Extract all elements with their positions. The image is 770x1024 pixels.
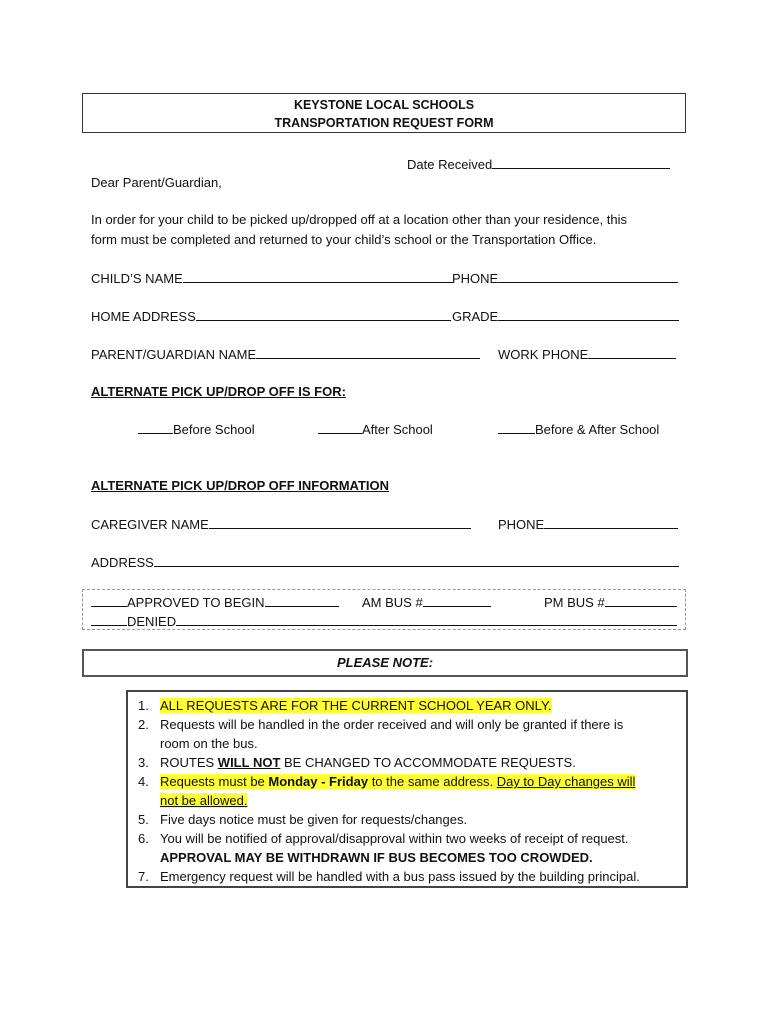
home-address-field[interactable] [196,308,451,321]
school-name: KEYSTONE LOCAL SCHOOLS [293,98,475,112]
before-school-label: Before School [173,422,255,437]
note-2-text-b: room on the bus. [160,736,258,751]
child-name-row [91,270,453,286]
phone-field[interactable] [498,270,678,283]
home-address-row [91,308,451,324]
grade-label: GRADE [452,309,499,324]
note-5-text: Five days notice must be given for requests/changes. [160,812,468,827]
monday-friday-emphasis: Monday - Friday [268,774,369,789]
note-2-text-a: Requests will be handled in the order received and will only be granted if there is [160,717,624,732]
caregiver-address-field[interactable] [154,554,679,567]
date-received-row [407,156,670,172]
note-2: 2. Requests will be handled in the order received and will only be granted if there is [138,717,624,732]
intro-line-1: In order for your child to be picked up/dropped off at a location other than your residence, this [91,212,627,227]
note-5: 5. Five days notice must be given for requests/changes. [138,812,468,827]
am-bus-label: AM BUS # [362,595,423,610]
note-1-text: ALL REQUESTS ARE FOR THE CURRENT SCHOOL YEAR ONLY. [160,698,552,713]
pm-bus-row [544,594,677,610]
caregiver-phone-row [498,516,678,532]
caregiver-name-row [91,516,471,532]
option-after-school[interactable] [318,421,433,437]
alt-info-heading: ALTERNATE PICK UP/DROP OFF INFORMATION [91,478,390,493]
note-7: 7. Emergency request will be handled with a bus pass issued by the building principal. [138,869,640,884]
alt-for-heading: ALTERNATE PICK UP/DROP OFF IS FOR: [91,384,346,399]
grade-field[interactable] [498,308,679,321]
denied-row [91,613,677,629]
grade-row [452,308,679,324]
work-phone-field[interactable] [588,346,676,359]
am-bus-field[interactable] [423,594,491,607]
pm-bus-field[interactable] [605,594,677,607]
after-school-blank[interactable] [318,421,362,434]
work-phone-label: WORK PHONE [498,347,589,362]
approved-date-field[interactable] [265,594,339,607]
denied-label: DENIED [127,614,177,629]
parent-name-field[interactable] [256,346,480,359]
denied-reason-field[interactable] [176,613,677,626]
please-note-label: PLEASE NOTE: [336,655,434,670]
before-after-blank[interactable] [498,421,535,434]
note-6-text-a: You will be notified of approval/disapproval within two weeks of receipt of request. [160,831,629,846]
approved-label: APPROVED TO BEGIN [127,595,265,610]
option-before-after-school[interactable] [498,421,659,437]
child-name-label: CHILD’S NAME [91,271,183,286]
after-school-label: After School [362,422,433,437]
salutation: Dear Parent/Guardian, [91,175,222,190]
approved-row [91,594,339,610]
parent-name-row [91,346,480,362]
form-title: TRANSPORTATION REQUEST FORM [274,116,494,130]
date-received-label: Date Received [407,157,493,172]
note-6-cont [138,848,593,867]
note-7-text: Emergency request will be handled with a bus pass issued by the building principal. [160,869,640,884]
date-received-field[interactable] [492,156,670,169]
before-after-label: Before & After School [535,422,660,437]
caregiver-address-row [91,554,679,570]
note-1: 1. ALL REQUESTS ARE FOR THE CURRENT SCHOOL YEAR ONLY. [138,698,552,713]
approved-blank[interactable] [91,594,127,607]
note-3: 3. ROUTES WILL NOT BE CHANGED TO ACCOMMODATE REQUESTS. [138,755,576,770]
notes-list [126,690,688,888]
intro-line-2: form must be completed and returned to your child’s school or the Transportation Office. [91,232,597,247]
note-6: 6. You will be notified of approval/disapproval within two weeks of receipt of request. [138,831,629,846]
work-phone-row [498,346,676,362]
caregiver-phone-label: PHONE [498,517,545,532]
caregiver-name-field[interactable] [209,516,471,529]
note-6-text-b: APPROVAL MAY BE WITHDRAWN IF BUS BECOMES TOO CROWDED. [160,850,593,865]
pm-bus-label: PM BUS # [544,595,605,610]
child-name-field[interactable] [183,270,453,283]
note-4-cont: not be allowed. [160,793,248,808]
please-note-banner [82,649,688,677]
home-address-label: HOME ADDRESS [91,309,196,324]
note-4: 4. Requests must be Monday - Friday to the same address. Day to Day changes will [138,774,636,789]
option-before-school[interactable] [138,421,255,437]
will-not-emphasis: WILL NOT [217,755,281,770]
am-bus-row [362,594,491,610]
note-2-cont [138,734,258,753]
phone-row [452,270,678,286]
phone-label: PHONE [452,271,499,286]
caregiver-name-label: CAREGIVER NAME [91,517,209,532]
denied-blank[interactable] [91,613,127,626]
form-header [82,93,686,133]
parent-name-label: PARENT/GUARDIAN NAME [91,347,257,362]
before-school-blank[interactable] [138,421,173,434]
caregiver-address-label: ADDRESS [91,555,154,570]
caregiver-phone-field[interactable] [544,516,678,529]
